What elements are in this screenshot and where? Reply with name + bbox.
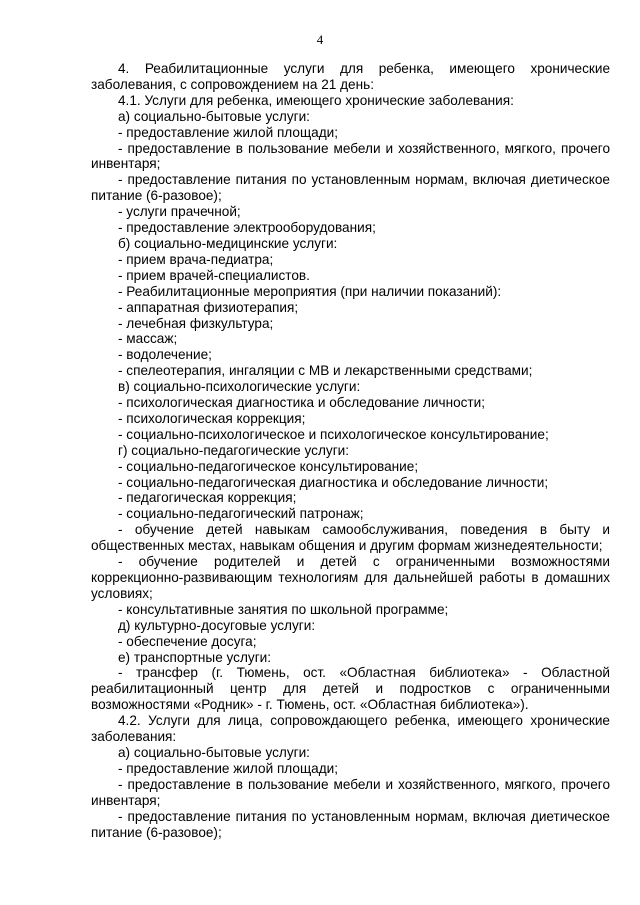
list-item: - обучение детей навыкам самообслуживания, поведения в быту и общественных местах, навыкам общения и другим формам жизнедеятельности;	[91, 522, 610, 554]
list-heading-social-household: а) социально-бытовые услуги:	[118, 744, 310, 760]
subsection-4-2-heading: 4.2. Услуги для лица, сопровождающего ребенка, имеющего хронические заболевания:	[91, 713, 610, 745]
list-item: - социально-педагогический патронаж;	[118, 506, 364, 522]
list-item: - лечебная физкультура;	[118, 315, 274, 331]
subsection-4-1-heading: 4.1. Услуги для ребенка, имеющего хронические заболевания:	[118, 92, 514, 108]
list-heading-social-medical: б) социально-медицинские услуги:	[118, 235, 338, 251]
list-heading-social-psychological: в) социально-психологические услуги:	[118, 379, 361, 395]
list-heading-social-pedagogical: г) социально-педагогические услуги:	[118, 442, 350, 458]
list-item: - консультативные занятия по школьной программе;	[118, 601, 449, 617]
page-number: 4	[316, 32, 324, 47]
list-item: - обеспечение досуга;	[118, 633, 257, 649]
list-item: - предоставление в пользование мебели и хозяйственного, мягкого, прочего инвентаря;	[91, 140, 610, 172]
list-item: - психологическая коррекция;	[118, 410, 306, 426]
list-item: - социально-педагогическая диагностика и обследование личности;	[118, 474, 549, 490]
list-item: - предоставление питания по установленным нормам, включая диетическое питание (6-разовое);	[91, 172, 610, 204]
list-item: - услуги прачечной;	[118, 204, 241, 220]
list-heading-social-household: а) социально-бытовые услуги:	[118, 108, 310, 124]
section-4-heading: 4. Реабилитационные услуги для ребенка, имеющего хронические заболевания, с сопровождением на 21 день:	[91, 61, 610, 92]
list-item: - аппаратная физиотерапия;	[118, 299, 299, 315]
list-item: - водолечение;	[118, 347, 212, 363]
list-item: - социально-педагогическое консультирование;	[118, 458, 419, 474]
list-item: - Реабилитационные мероприятия (при наличии показаний):	[118, 283, 502, 299]
list-item: - предоставление электрооборудования;	[118, 220, 376, 236]
list-item: - педагогическая коррекция;	[118, 490, 297, 506]
list-item: - трансфер (г. Тюмень, ост. «Областная библиотека» - Областной реабилитационный центр для детей и подростков с ограниченными возможностями «Родник» - г. Тюмень, ост. «Областная библиотека»).	[91, 665, 610, 713]
list-item: - прием врачей-специалистов.	[118, 267, 310, 283]
list-item: - прием врача-педиатра;	[118, 251, 274, 267]
list-item: - предоставление питания по установленным нормам, включая диетическое питание (6-разовое);	[91, 808, 610, 840]
list-item: - массаж;	[118, 331, 178, 347]
list-item: - предоставление жилой площади;	[118, 760, 339, 776]
list-item: - предоставление в пользование мебели и хозяйственного, мягкого, прочего инвентаря;	[91, 776, 610, 808]
list-item: - обучение родителей и детей с ограниченными возможностями коррекционно-развивающим технологиям для дальнейшей работы в домашних условиях;	[91, 554, 610, 601]
list-heading-transport: е) транспортные услуги:	[118, 649, 272, 665]
list-item: - предоставление жилой площади;	[118, 124, 339, 140]
list-item: - психологическая диагностика и обследование личности;	[118, 395, 486, 411]
list-item: - спелеотерапия, ингаляции с МВ и лекарственными средствами;	[118, 363, 533, 379]
list-heading-cultural-leisure: д) культурно-досуговые услуги:	[118, 617, 316, 633]
list-item: - социально-психологическое и психологическое консультирование;	[118, 426, 549, 442]
document-body	[91, 61, 610, 840]
